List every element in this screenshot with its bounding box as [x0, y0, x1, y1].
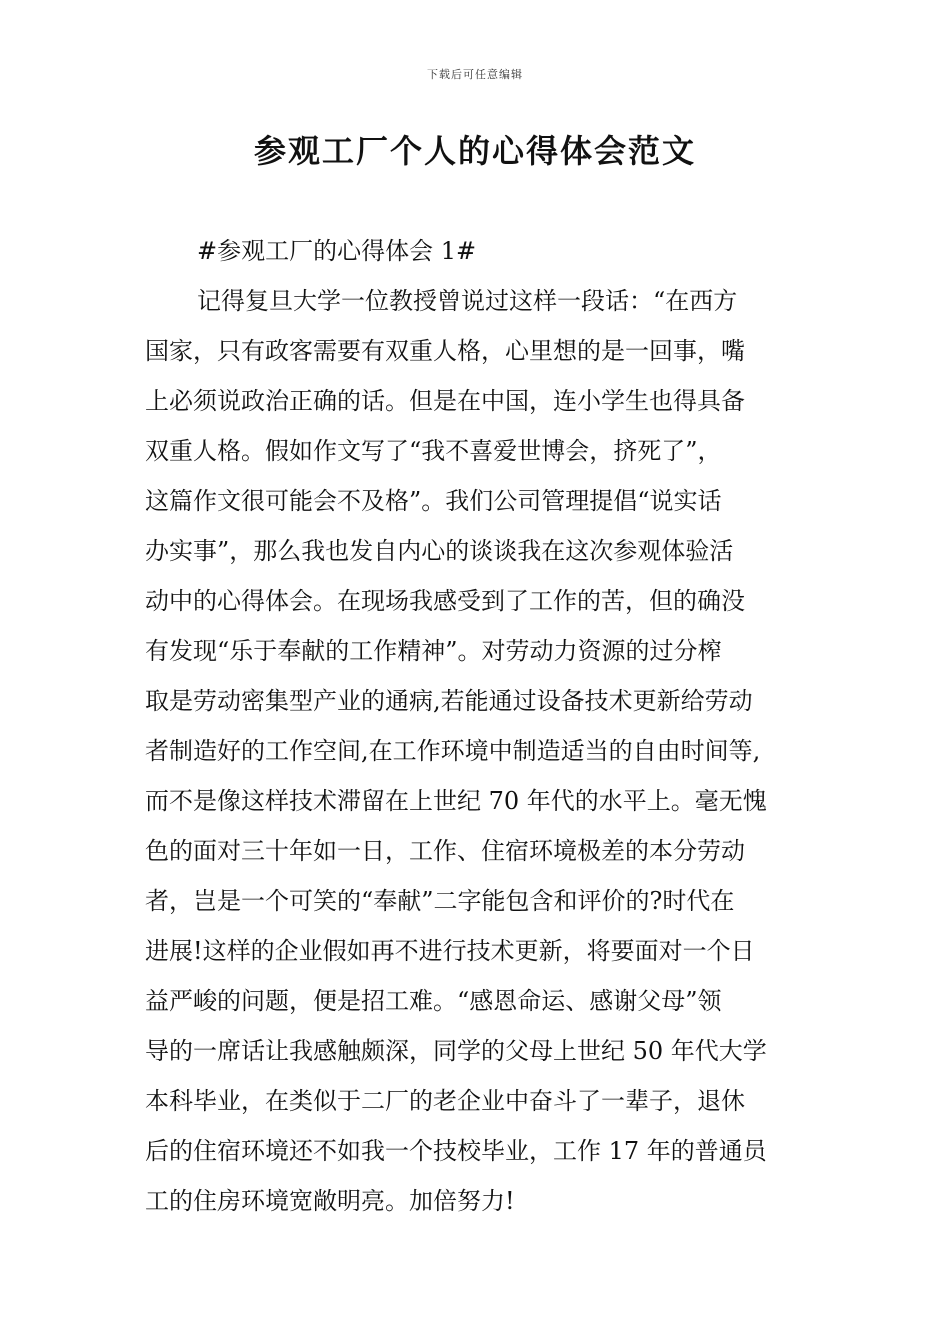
paragraph-line: 而不是像这样技术滞留在上世纪 70 年代的水平上。毫无愧	[145, 787, 767, 815]
section-heading: #参观工厂的心得体会 1#	[197, 237, 477, 265]
paragraph-line: 者，岂是一个可笑的“奉献”二字能包含和评价的?时代在	[145, 887, 735, 915]
paragraph-line: 有发现“乐于奉献的工作精神”。对劳动力资源的过分榨	[145, 637, 722, 665]
paragraph-line: 取是劳动密集型产业的通病,若能通过设备技术更新给劳动	[145, 687, 753, 715]
paragraph-line: 办实事”，那么我也发自内心的谈谈我在这次参观体验活	[145, 537, 734, 565]
paragraph-line: 益严峻的问题，便是招工难。“感恩命运、感谢父母”领	[145, 987, 722, 1015]
paragraph-line: 者制造好的工作空间,在工作环境中制造适当的自由时间等,	[145, 737, 761, 765]
paragraph-line: 国家，只有政客需要有双重人格，心里想的是一回事，嘴	[145, 337, 745, 365]
paragraph-line: 动中的心得体会。在现场我感受到了工作的苦，但的确没	[145, 587, 745, 615]
paragraph-line: 上必须说政治正确的话。但是在中国，连小学生也得具备	[145, 387, 745, 415]
paragraph-line: 工的住房环境宽敞明亮。加倍努力!	[145, 1187, 515, 1215]
paragraph-line: 本科毕业，在类似于二厂的老企业中奋斗了一辈子，退休	[145, 1087, 745, 1115]
paragraph-line: 双重人格。假如作文写了“我不喜爱世博会，挤死了”，	[145, 437, 722, 465]
paragraph-line: 色的面对三十年如一日，工作、住宿环境极差的本分劳动	[145, 837, 745, 865]
paragraph-line: 导的一席话让我感触颇深，同学的父母上世纪 50 年代大学	[145, 1037, 767, 1065]
document-body	[145, 226, 810, 1226]
header-note: 下载后可任意编辑	[427, 68, 523, 81]
paragraph	[145, 276, 810, 1226]
paragraph-line: 进展!这样的企业假如再不进行技术更新，将要面对一个日	[145, 937, 755, 965]
paragraph-line: 记得复旦大学一位教授曾说过这样一段话：“在西方	[197, 287, 738, 315]
paragraph-line: 这篇作文很可能会不及格”。我们公司管理提倡“说实话	[145, 487, 722, 515]
paragraph-line: 后的住宿环境还不如我一个技校毕业，工作 17 年的普通员	[145, 1137, 767, 1165]
document-title: 参观工厂个人的心得体会范文	[253, 132, 696, 170]
